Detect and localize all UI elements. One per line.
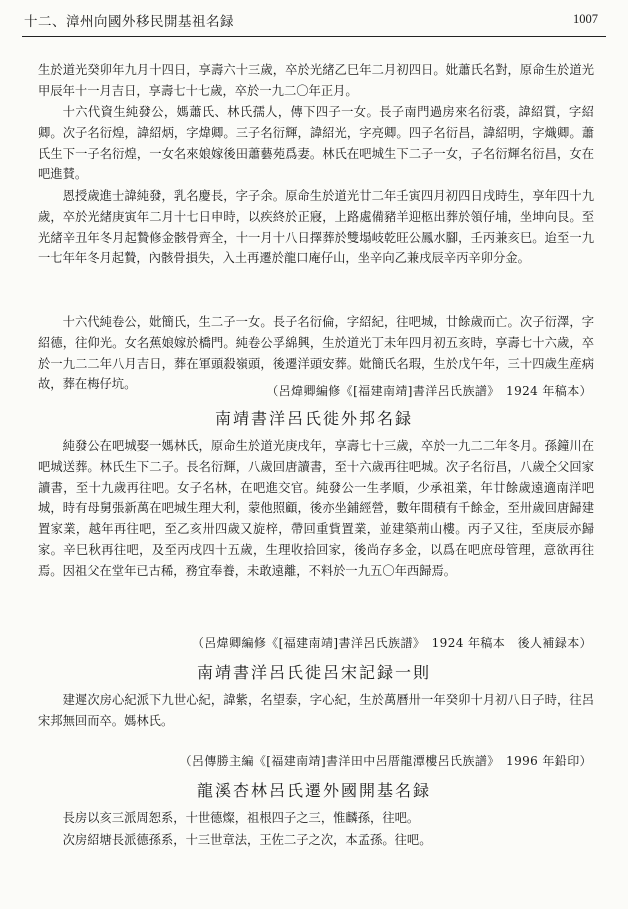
source-citation: （呂煒卿編修《[福建南靖]書洋呂氏族譜》 1924 年稿本 後人補録本） — [191, 636, 592, 650]
section-title: 南靖書洋呂氏徙呂宋記録一則 — [196, 663, 431, 682]
paragraph: 十六代純卷公，妣簡氏，生二子一女。長子名衍倫，字紹紀，往吧城，廿餘歲而亡。次子衍澤，字紹德，往仰光。女名蕉娘嫁於橋門。純卷公孚綿興，生於道光丁未年四月初五亥時，享壽七十六歲，卒於一九二二年八月吉日，葬在軍頭殺嶺頭，後遷洋頭安葬。妣簡氏名瑕，生於戊午年，三十四歲生産病故，葬在梅仔坑。 — [38, 315, 594, 392]
paragraph: 長房以亥三派周恕系，十世德燦，祖根四子之三，惟麟孫，往吧。 — [62, 811, 420, 825]
paragraph: 純發公在吧城娶一媽林氏，原命生於道光庚戌年，享壽七十三歲，卒於一九二二年冬月。孫鐘川在吧城送葬。林氏生下二子。長名衍輝，八歲回唐讀書，至十六歲再往吧城。次子名衍昌，八歲仝父回家讀書，至十九歲再往吧。女子名林，在吧進交官。純發公一生孝順，少承祖業，年廿餘歲遠適南洋吧城，時有母舅張新萬在吧城生理大利，蒙他照顧，後亦坐鋪經營，數年間積有千餘金，至卅歲回唐歸建置家業，越年再往吧，至乙亥卅四歲又旋梓，帶回重貲置業，並建築荊山樓。丙子又往，至庚辰亦歸家。辛巳秋再往吧，及至丙戌四十五歲，生理收拾回家，後尚存多金，以爲在吧庶母管理，意欲再往焉。因祖父在堂年已古稀，務宜奉養，未敢遠離，不料於一九五〇年西歸焉。 — [38, 439, 594, 578]
source-citation: （呂傳勝主編《[福建南靖]書洋田中呂厝龍潭樓呂氏族譜》 1996 年鉛印） — [179, 754, 592, 768]
header-rule — [22, 36, 606, 37]
paragraph: 恩授歲進士諱純發，乳名慶長，字子余。原命生於道光廿二年壬寅四月初四日戌時生，享年四十九歲，卒於光緒庚寅年二月十七日申時，以疾終於正寢，上路處備豬羊迎柩出葬於領仔埔，坐坤向艮。至光緒辛丑年冬月起贄修金骸骨齊全，十一月十八日擇葬於雙塌岐乾旺公鳳水腳，壬丙兼亥巳。迨至一九一七年年冬月起贄，內骸骨損失，入土再遷於龍口庵仔山，坐辛向乙兼戌辰辛丙辛卯分金。 — [38, 189, 594, 266]
section-title: 龍溪杏林呂氏遷外國開基名録 — [196, 781, 431, 800]
page-number: 1007 — [573, 12, 598, 26]
source-citation: （呂煒卿編修《[福建南靖]書洋呂氏族譜》 1924 年稿本） — [266, 384, 592, 398]
chapter-header: 十二、漳州向國外移民開基祖名録 — [24, 14, 234, 30]
section-title: 南靖書洋呂氏徙外邦名録 — [214, 409, 413, 428]
paragraph: 生於道光癸卯年九月十四日，享壽六十三歲，卒於光緒乙巳年二月初四日。妣蕭氏名對，原命生於道光甲辰年十一月吉日，享壽七十七歲，卒於一九二〇年正月。 — [38, 63, 594, 98]
paragraph: 次房紹塘長派德孫系，十三世章法，王佐二子之次，本孟孫。往吧。 — [62, 833, 432, 847]
paragraph: 建遲次房心紀派下九世心紀，諱紫，名望泰，字心紀，生於萬曆卅一年癸卯十月初八日子時，往呂宋邦無回而卒。媽林氏。 — [38, 693, 594, 728]
paragraph: 十六代資生純發公，媽蕭氏、林氏孺人，傳下四子一女。長子南門過房來名衍裘，諱紹質，字紹卿。次子名衍煌，諱紹炳，字煒卿。三子名衍輝，諱紹光，字亮卿。四子名衍昌，諱紹明，字熾卿。蕭氏生下一子名衍煌，一女名來娘嫁後田蕭藝苑爲妻。林氏在吧城生下二子一女，子名衍輝名衍昌，女在吧進賛。 — [38, 105, 594, 182]
